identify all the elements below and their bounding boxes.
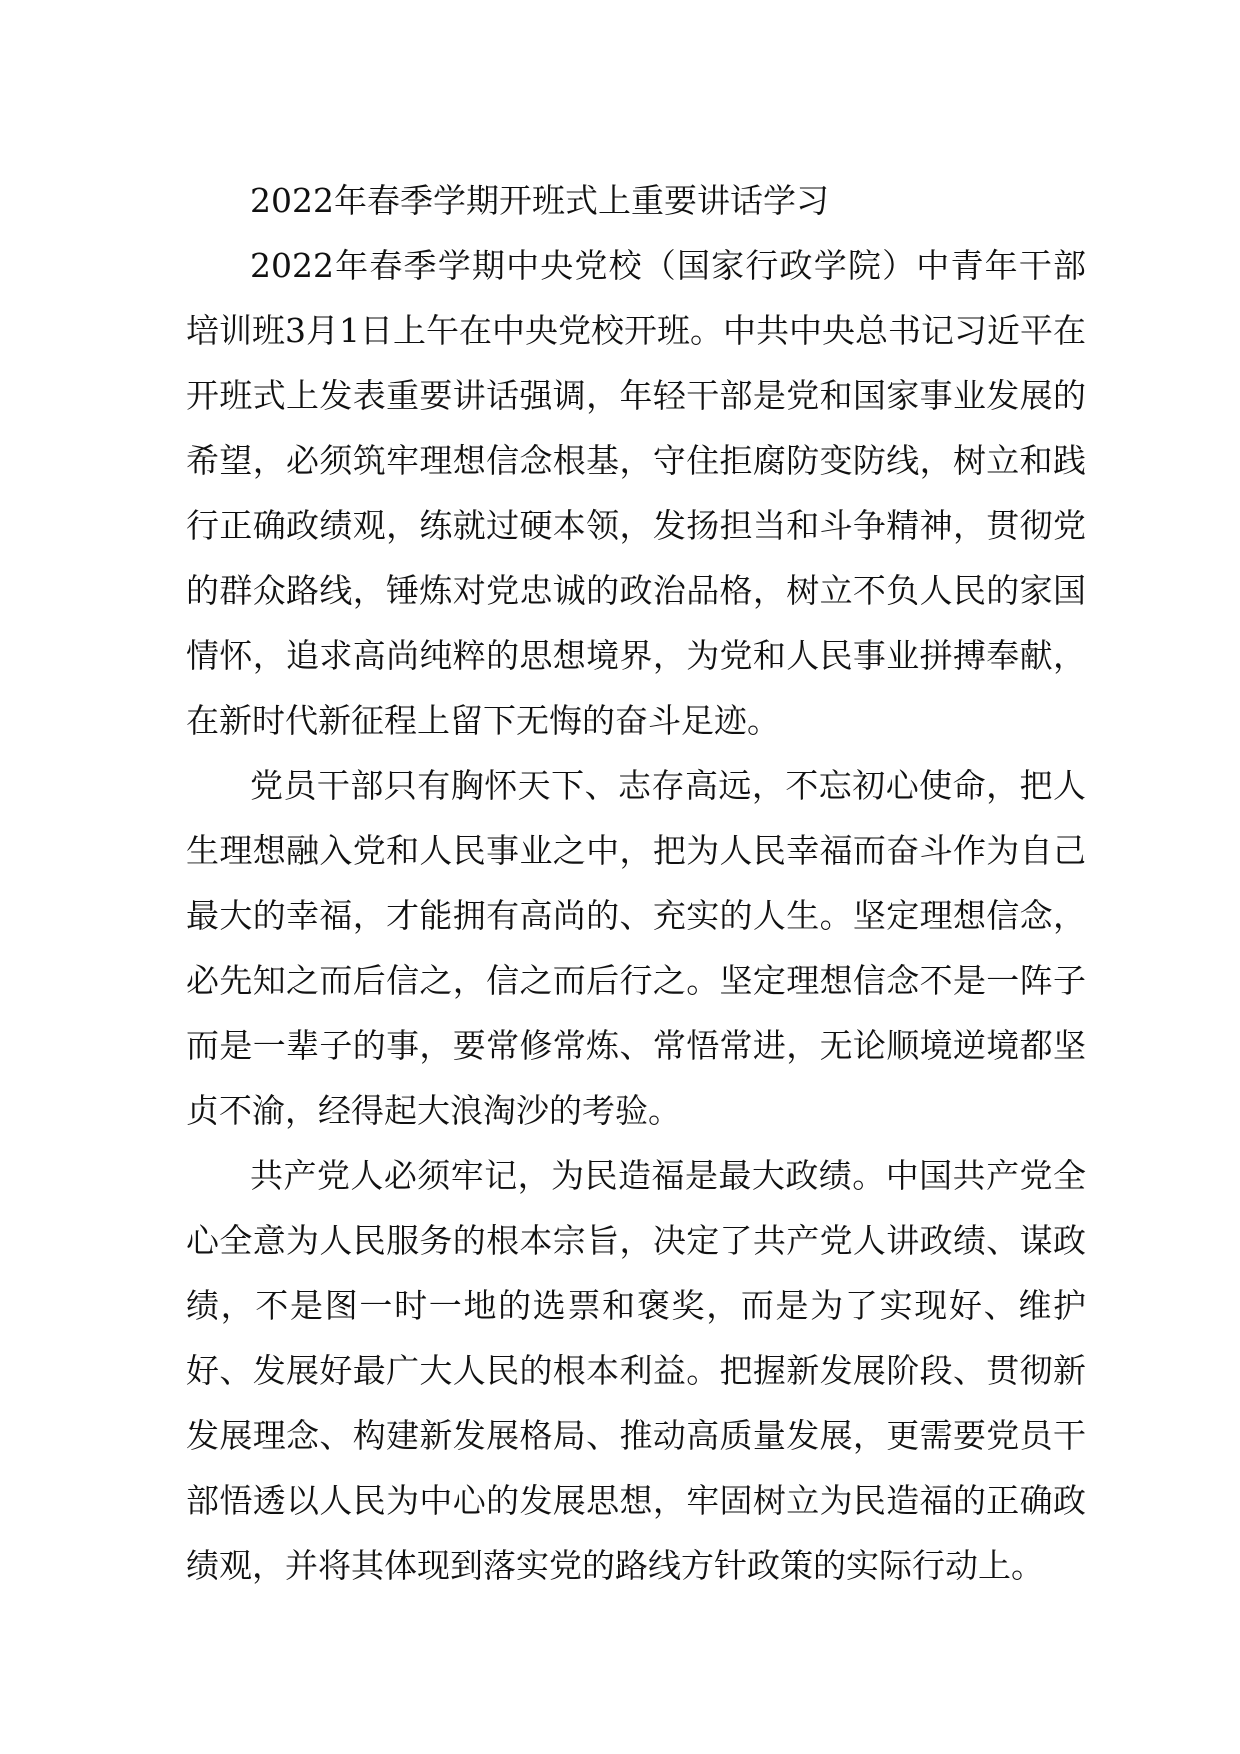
document-body: [186, 168, 1086, 1598]
paragraph-1: 2022年春季学期中央党校（国家行政学院）中青年干部培训班3月1日上午在中央党校开班。中共中央总书记习近平在开班式上发表重要讲话强调，年轻干部是党和国家事业发展的希望，必须筑牢理想信念根基，守住拒腐防变防线，树立和践行正确政绩观，练就过硬本领，发扬担当和斗争精神，贯彻党的群众路线，锤炼对党忠诚的政治品格，树立不负人民的家国情怀，追求高尚纯粹的思想境界，为党和人民事业拼搏奉献，在新时代新征程上留下无悔的奋斗足迹。: [186, 246, 1086, 740]
paragraph-3: 共产党人必须牢记，为民造福是最大政绩。中国共产党全心全意为人民服务的根本宗旨，决定了共产党人讲政绩、谋政绩，不是图一时一地的选票和褒奖，而是为了实现好、维护好、发展好最广大人民的根本利益。把握新发展阶段、贯彻新发展理念、构建新发展格局、推动高质量发展，更需要党员干部悟透以人民为中心的发展思想，牢固树立为民造福的正确政绩观，并将其体现到落实党的路线方针政策的实际行动上。: [186, 1156, 1086, 1585]
document-title: 2022年春季学期开班式上重要讲话学习: [250, 181, 829, 220]
paragraph-2: 党员干部只有胸怀天下、志存高远，不忘初心使命，把人生理想融入党和人民事业之中，把为人民幸福而奋斗作为自己最大的幸福，才能拥有高尚的、充实的人生。坚定理想信念，必先知之而后信之，信之而后行之。坚定理想信念不是一阵子而是一辈子的事，要常修常炼、常悟常进，无论顺境逆境都坚贞不渝，经得起大浪淘沙的考验。: [186, 766, 1086, 1130]
